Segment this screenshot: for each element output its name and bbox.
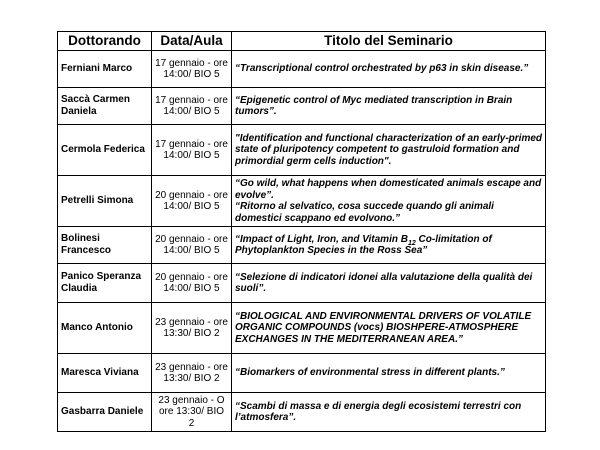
student-name: Saccà Carmen Daniela (58, 88, 152, 125)
student-name: Panico Speranza Claudia (58, 264, 152, 303)
table-row (58, 264, 546, 303)
date-room: 17 gennaio - ore 14:00/ BIO 5 (152, 125, 232, 176)
date-room: 20 gennaio - ore 14:00/ BIO 5 (152, 176, 232, 227)
seminar-schedule-table (57, 31, 546, 432)
date-room: 23 gennaio - O ore 13:30/ BIO 2 (152, 393, 232, 432)
seminar-title-part: Co-limitation of Phytoplankton Species in the Ross Sea” (235, 233, 492, 256)
table-row (58, 354, 546, 393)
seminar-title-cell (232, 227, 546, 264)
date-room: 17 gennaio - ore 14:00/ BIO 5 (152, 88, 232, 125)
date-room: 20 gennaio - ore 14:00/ BIO 5 (152, 264, 232, 303)
date-room: 17 gennaio - ore 14:00/ BIO 5 (152, 51, 232, 88)
date-room: 23 gennaio - ore 13:30/ BIO 2 (152, 303, 232, 354)
subscript-12: 12 (407, 239, 416, 247)
seminar-title-part: “Impact of Light, Iron, and Vitamin B (235, 233, 408, 245)
header-titolo: Titolo del Seminario (232, 32, 546, 51)
seminar-title: “BIOLOGICAL AND ENVIRONMENTAL DRIVERS OF VOLATILE ORGANIC COMPOUNDS (vocs) BIOSHPERE-ATMOSPHERE EXCHANGES IN THE MEDITERRANEAN AREA.” (232, 303, 546, 354)
student-name: Bolinesi Francesco (58, 227, 152, 264)
date-room: 23 gennaio - ore 13:30/ BIO 2 (152, 354, 232, 393)
student-name: Petrelli Simona (58, 176, 152, 227)
seminar-title: "Identification and functional characterization of an early-primed state of pluripotency competent to gastruloid formation and primordial germ cells induction". (232, 125, 546, 176)
table-row (58, 303, 546, 354)
table-row (58, 393, 546, 432)
student-name: Maresca Viviana (58, 354, 152, 393)
student-name: Gasbarra Daniele (58, 393, 152, 432)
table-header-row (58, 32, 546, 51)
table-row (58, 88, 546, 125)
table-row (58, 125, 546, 176)
date-room: 20 gennaio - ore 14:00/ BIO 5 (152, 227, 232, 264)
seminar-title: “Transcriptional control orchestrated by p63 in skin disease.” (232, 51, 546, 88)
seminar-title: “Go wild, what happens when domesticated animals escape and evolve”. (235, 178, 542, 201)
student-name: Cermola Federica (58, 125, 152, 176)
table-row (58, 227, 546, 264)
table-row (58, 51, 546, 88)
seminar-title: “Biomarkers of environmental stress in different plants.” (232, 354, 546, 393)
seminar-title: “Epigenetic control of Myc mediated transcription in Brain tumors”. (232, 88, 546, 125)
seminar-title: “Selezione di indicatori idonei alla valutazione della qualità dei suoli”. (232, 264, 546, 303)
header-data-aula: Data/Aula (152, 32, 232, 51)
header-dottorando: Dottorando (58, 32, 152, 51)
student-name: Ferniani Marco (58, 51, 152, 88)
student-name: Manco Antonio (58, 303, 152, 354)
seminar-title-cell (232, 176, 546, 227)
table-row (58, 176, 546, 227)
seminar-title-italian: “Ritorno al selvatico, cosa succede quando gli animali domestici scappano ed evolvono.” (235, 201, 494, 224)
seminar-title: “Scambi di massa e di energia degli ecosistemi terrestri con l’atmosfera”. (232, 393, 546, 432)
